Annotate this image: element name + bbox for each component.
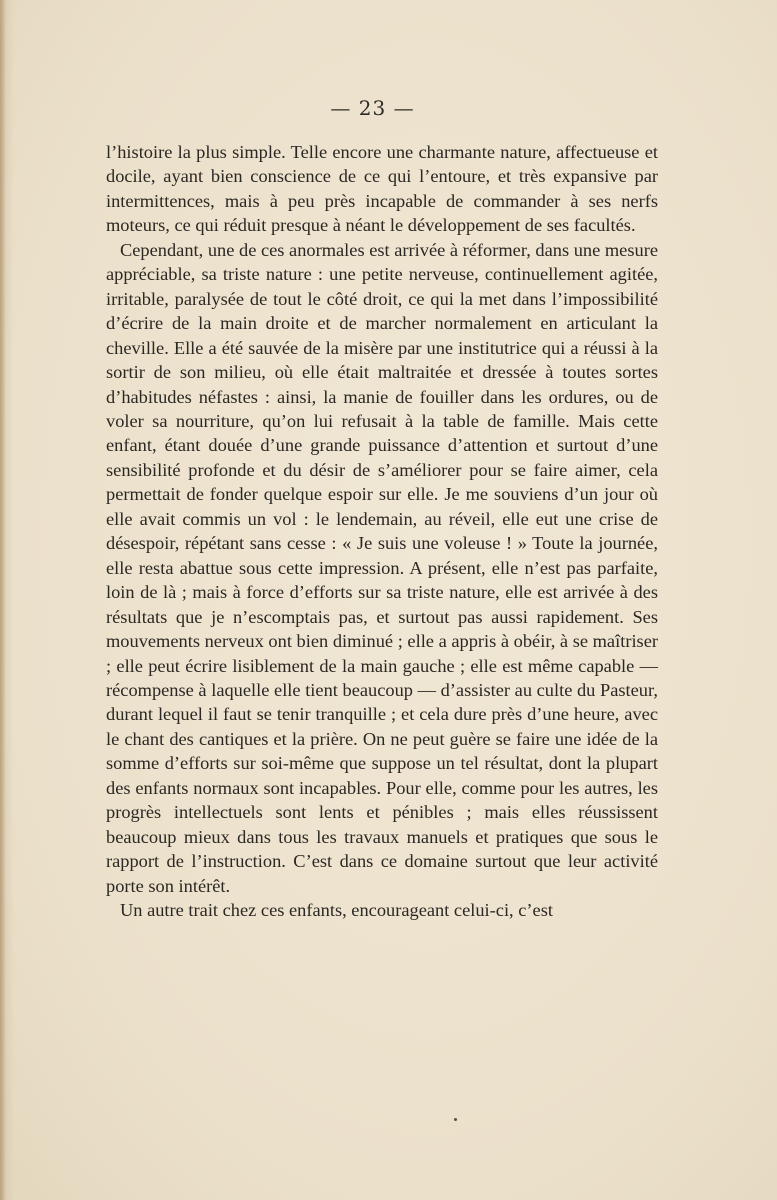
paragraph-continuation: l’histoire la plus simple. Telle encore une charmante nature, affectueuse et docile, ayant bien conscience de ce qui l’entoure, et très expansive par intermittences, mais à peu près incapable de commander à ses nerfs moteurs, ce qui réduit presque à néant le développement de ses facultés. bbox=[106, 142, 658, 236]
body-text bbox=[106, 140, 658, 923]
page-number: — 23 — bbox=[330, 96, 415, 120]
print-speck bbox=[454, 1118, 457, 1121]
paragraph-final: Un autre trait chez ces enfants, encourageant celui-ci, c’est bbox=[120, 900, 553, 921]
paragraph-main: Cependant, une de ces anormales est arrivée à réformer, dans une mesure appréciable, sa triste nature : une petite nerveuse, continuellement agitée, irritable, paralysée de tout le côté droit, ce qui la met dans l’impossibilité d’écrire de la main droite et de marcher normalement en articulant la cheville. Elle a été sauvée de la misère par une institutrice qui a réussi à la sortir de son milieu, où elle était maltraitée et dressée à toutes sortes d’habitudes néfastes : ainsi, la manie de fouiller dans les ordures, ou de voler sa nourriture, qu’on lui refusait à la table de famille. Mais cette enfant, étant douée d’une grande puissance d’attention et surtout d’une sensibilité profonde et du désir de s’améliorer pour se faire aimer, cela permettait de fonder quelque espoir sur elle. Je me souviens d’un jour où elle avait commis un vol : le lendemain, au réveil, elle eut une crise de désespoir, répétant sans cesse : « Je suis une voleuse ! » Toute la journée, elle resta abattue sous cette impression. A présent, elle n’est pas parfaite, loin de là ; mais à force d’efforts sur sa triste nature, elle est arrivée à des résultats que je n’escomptais pas, et surtout pas aussi rapidement. Ses mouvements nerveux ont bien diminué ; elle a appris à obéir, à se maîtriser ; elle peut écrire lisiblement de la main gauche ; elle est même capable — récompense à laquelle elle tient beaucoup — d’assister au culte du Pasteur, durant lequel il faut se tenir tranquille ; et cela dure près d’une heure, avec le chant des cantiques et la prière. On ne peut guère se faire une idée de la somme d’efforts sur soi-même que suppose un tel résultat, dont la plupart des enfants normaux sont incapables. Pour elle, comme pour les autres, les progrès intellectuels sont lents et pénibles ; mais elles réussissent beaucoup mieux dans tous les travaux manuels et pratiques que sous le rapport de l’instruction. C’est dans ce domaine surtout que leur activité porte son intérêt. bbox=[106, 239, 658, 896]
page-binding-shadow bbox=[0, 0, 6, 1200]
